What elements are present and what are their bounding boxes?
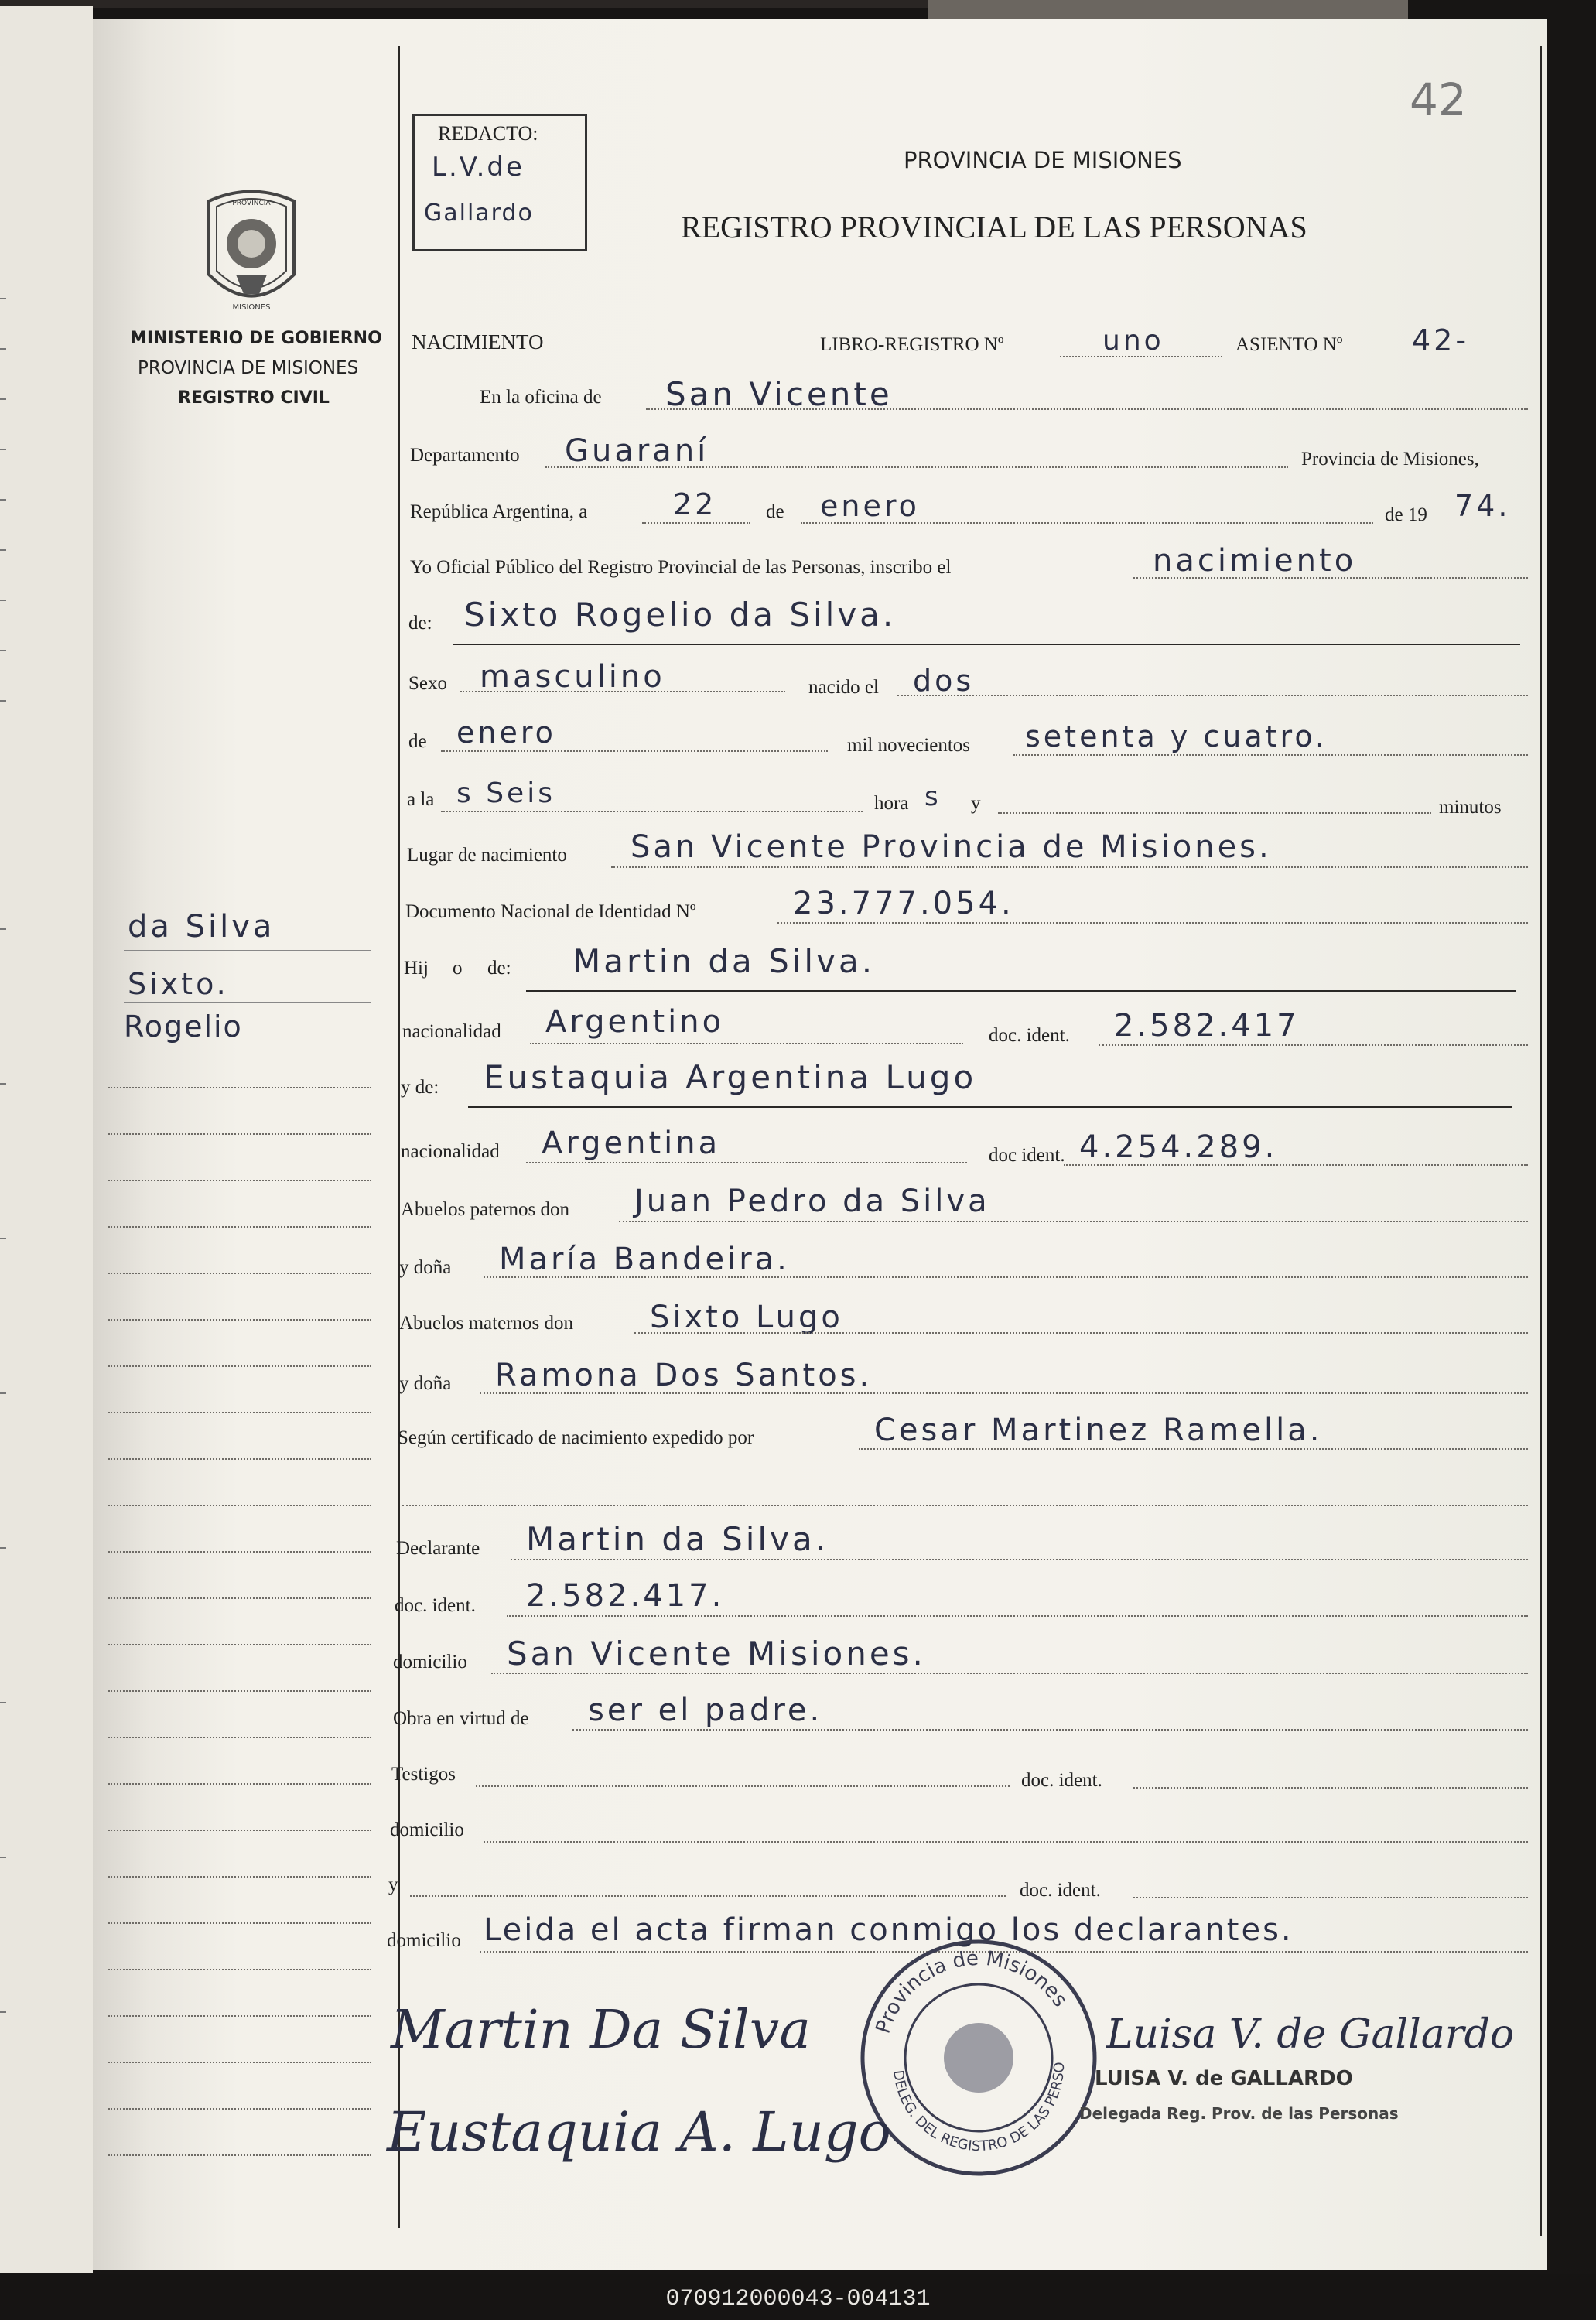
inscribo-line <box>1133 577 1528 579</box>
margin-line <box>108 1365 371 1367</box>
page-tick <box>0 1392 6 1394</box>
margin-line <box>108 1783 371 1785</box>
nac1-label: nacionalidad <box>402 1021 501 1042</box>
svg-text:MISIONES: MISIONES <box>232 303 271 312</box>
republica-label: República Argentina, a <box>410 501 588 522</box>
margin-line <box>108 1273 371 1274</box>
margin-line <box>108 2015 371 2017</box>
abmat-label: Abuelos maternos don <box>399 1313 573 1334</box>
declarante-line <box>511 1559 1528 1560</box>
obra-line <box>572 1729 1528 1731</box>
libro-value: uno <box>1102 325 1164 357</box>
doc1-label: doc. ident. <box>989 1025 1070 1046</box>
margin-line <box>108 2062 371 2063</box>
margin-line <box>108 1969 371 1970</box>
provincia-label: Provincia de Misiones, <box>1301 449 1479 470</box>
domicilio-value: San Vicente Misiones. <box>507 1635 926 1673</box>
page-number: 42 <box>1410 73 1467 126</box>
dni-line <box>777 922 1528 924</box>
testigos-line <box>476 1785 1010 1787</box>
dni-value: 23.777.054. <box>793 886 1014 921</box>
doc4-label: doc. ident. <box>1020 1880 1101 1901</box>
domicilio-line <box>491 1673 1528 1674</box>
de-nombre-label: de: <box>408 613 432 634</box>
hora-value: s Seis <box>456 777 555 809</box>
obra-value: ser el padre. <box>588 1693 823 1728</box>
page-tick <box>0 2011 6 2013</box>
declarante-label: Declarante <box>396 1538 480 1559</box>
margin-line <box>108 1737 371 1738</box>
yde-label: y de: <box>401 1077 439 1098</box>
redacto-line1: L.V.de <box>432 152 525 183</box>
oficina-value: San Vicente <box>665 375 893 413</box>
mes-line <box>801 522 1373 524</box>
margin-line <box>124 950 371 951</box>
dia-line <box>642 522 750 524</box>
right-border <box>1540 46 1542 2236</box>
margin-line <box>108 1830 371 1831</box>
lugar-value: San Vicente Provincia de Misiones. <box>631 829 1272 865</box>
nacimiento-label: NACIMIENTO <box>412 330 544 354</box>
page-tick <box>0 398 6 400</box>
margin-line <box>108 1319 371 1321</box>
margin-line <box>108 1690 371 1692</box>
nac2-label: nacionalidad <box>401 1141 500 1162</box>
nacido-value: dos <box>913 664 975 698</box>
domicilio3-label: domicilio <box>387 1930 461 1951</box>
mil-label: mil novecientos <box>847 735 970 756</box>
margin-firstname: Sixto. <box>128 967 229 1001</box>
segun-value: Cesar Martinez Ramella. <box>874 1413 1323 1448</box>
hora-label: hora <box>874 793 909 814</box>
officer-typed-name: LUISA V. de GALLARDO <box>1095 2067 1353 2090</box>
page-tick <box>0 1238 6 1239</box>
y2-line <box>410 1895 1006 1897</box>
sexo-value: masculino <box>480 659 665 695</box>
margin-line <box>108 1180 371 1181</box>
inscribo-value: nacimiento <box>1153 543 1357 579</box>
top-edge <box>0 0 928 8</box>
declarante-value: Martin da Silva. <box>526 1520 829 1558</box>
column-divider <box>398 46 400 2228</box>
abmat2-line <box>480 1392 1528 1394</box>
doc1-value: 2.582.417 <box>1114 1008 1300 1044</box>
hij-de: de: <box>487 958 511 979</box>
margin-surname: da Silva <box>128 909 275 945</box>
nacido-label: nacido el <box>808 677 879 698</box>
registry-title: REGISTRO PROVINCIAL DE LAS PERSONAS <box>681 210 1307 244</box>
anio-value: 74. <box>1454 489 1511 523</box>
domicilio-label: domicilio <box>393 1652 467 1673</box>
dia-value: 22 <box>673 487 717 521</box>
redacto-stamp <box>412 114 587 251</box>
margin-line <box>108 1505 371 1506</box>
margin-line <box>108 1551 371 1553</box>
nac1-line <box>530 1043 963 1044</box>
yo-oficial-label: Yo Oficial Público del Registro Provincial de las Personas, inscribo el <box>410 557 952 578</box>
y-label: y <box>971 793 981 814</box>
docdecl-line <box>507 1615 1528 1617</box>
libro-label: LIBRO-REGISTRO Nº <box>820 334 1004 355</box>
ministry-line2: PROVINCIA DE MISIONES <box>138 358 359 378</box>
departamento-label: Departamento <box>410 445 520 466</box>
doc2-line <box>1064 1164 1528 1166</box>
lugar-label: Lugar de nacimiento <box>407 845 567 866</box>
page-tick <box>0 298 6 299</box>
sexo-label: Sexo <box>408 673 447 694</box>
redacto-heading: REDACTO: <box>438 122 538 145</box>
segun-line2 <box>402 1505 1528 1506</box>
domicilio2-label: domicilio <box>390 1819 464 1840</box>
sexo-line <box>460 691 785 692</box>
ydona2-label: y doña <box>399 1373 452 1394</box>
obra-label: Obra en virtud de <box>393 1708 529 1729</box>
docdecl-label: doc. ident. <box>395 1595 476 1616</box>
nac1-value: Argentino <box>545 1004 725 1040</box>
left-page-edge <box>0 6 93 2273</box>
ministry-line3: REGISTRO CIVIL <box>178 388 330 408</box>
abmat2-value: Ramona Dos Santos. <box>495 1358 873 1393</box>
domicilio3-value: Leida el acta firman conmigo los declarantes. <box>484 1912 1294 1948</box>
page-tick <box>0 549 6 551</box>
page-tick <box>0 1702 6 1703</box>
margin-line <box>108 1458 371 1460</box>
page-tick <box>0 650 6 651</box>
domicilio2-line <box>484 1841 1528 1843</box>
departamento-line <box>545 466 1288 468</box>
hij-label: Hij <box>404 958 429 979</box>
page-tick <box>0 348 6 350</box>
mes2-line <box>441 750 828 752</box>
redacto-line2: Gallardo <box>424 200 534 227</box>
libro-line <box>1060 356 1222 357</box>
anio-letras-line <box>1013 754 1528 756</box>
page-tick <box>0 449 6 450</box>
hora-line <box>441 811 863 812</box>
y2-label: y <box>388 1874 398 1895</box>
lugar-line <box>611 866 1528 868</box>
doc1-line <box>1099 1044 1528 1046</box>
madre-value: Eustaquia Argentina Lugo <box>484 1058 977 1096</box>
madre-underline <box>468 1106 1512 1108</box>
abpat2-value: María Bandeira. <box>499 1242 790 1277</box>
margin-secondname: Rogelio <box>124 1010 243 1044</box>
testigos-label: Testigos <box>391 1764 456 1785</box>
abmat-value: Sixto Lugo <box>650 1300 843 1335</box>
nombre-underline <box>453 644 1520 645</box>
nac2-line <box>526 1162 967 1163</box>
doc3-line <box>1133 1787 1528 1789</box>
mother-signature: Eustaquia A. Lugo <box>387 2100 891 2164</box>
svg-text:DELEG. DEL REGISTRO DE LAS PER: DELEG. DEL REGISTRO DE LAS PERSO <box>890 2062 1068 2155</box>
doc3-label: doc. ident. <box>1021 1770 1102 1791</box>
margin-line <box>108 1087 371 1088</box>
departamento-value: Guaraní <box>565 433 709 469</box>
page-tick <box>0 700 6 702</box>
doc4-line <box>1133 1897 1528 1898</box>
de-mes2-label: de <box>408 731 427 752</box>
minutos-line <box>998 812 1431 814</box>
ala-label: a la <box>407 789 435 810</box>
page-tick <box>0 1547 6 1549</box>
ministry-line1: MINISTERIO DE GOBIERNO <box>130 329 382 348</box>
page-tick <box>0 600 6 601</box>
svg-text:Provincia de Misiones: Provincia de Misiones <box>871 1946 1072 2037</box>
abpat-line <box>619 1221 1528 1222</box>
nombre-value: Sixto Rogelio da Silva. <box>464 596 897 634</box>
image-id: 070912000043-004131 <box>665 2286 931 2312</box>
margin-line <box>108 2108 371 2110</box>
anio-letras-value: setenta y cuatro. <box>1025 719 1328 753</box>
abpat-label: Abuelos paternos don <box>401 1199 570 1220</box>
page-tick <box>0 928 6 930</box>
officer-signature: Luisa V. de Gallardo <box>1106 2011 1515 2058</box>
doc2-label: doc ident. <box>989 1145 1065 1166</box>
mes-value: enero <box>820 489 920 523</box>
father-signature: Martin Da Silva <box>391 2000 811 2061</box>
hora-suffix: s <box>924 781 942 812</box>
dni-label: Documento Nacional de Identidad Nº <box>405 901 696 922</box>
oficina-line <box>646 408 1528 410</box>
mes2-value: enero <box>456 716 556 750</box>
anio-label: de 19 <box>1385 504 1427 525</box>
page-tick <box>0 499 6 501</box>
nacido-line <box>897 695 1528 696</box>
margin-line <box>108 1876 371 1878</box>
padre-value: Martin da Silva. <box>572 942 876 980</box>
page-tick <box>0 1857 6 1858</box>
oficina-label: En la oficina de <box>480 387 602 408</box>
province-heading: PROVINCIA DE MISIONES <box>904 147 1182 173</box>
officer-role: Delegada Reg. Prov. de las Personas <box>1079 2104 1399 2123</box>
margin-line <box>108 1133 371 1135</box>
segun-label: Según certificado de nacimiento expedido por <box>398 1427 754 1448</box>
asiento-value: 42- <box>1412 323 1470 357</box>
doc2-value: 4.254.289. <box>1079 1129 1278 1165</box>
abpat-value: Juan Pedro da Silva <box>634 1184 990 1219</box>
de-label: de <box>766 501 784 522</box>
ydona1-label: y doña <box>399 1257 452 1278</box>
hij-o: o <box>453 958 463 979</box>
margin-line <box>108 1922 371 1924</box>
page-tick <box>0 1083 6 1085</box>
margin-line <box>108 1226 371 1228</box>
margin-line <box>108 1412 371 1413</box>
emblem-icon <box>193 182 309 317</box>
docdecl-value: 2.582.417. <box>526 1578 725 1614</box>
abpat2-line <box>484 1276 1528 1278</box>
abmat-line <box>634 1332 1528 1334</box>
nac2-value: Argentina <box>542 1126 721 1161</box>
margin-line <box>108 1597 371 1599</box>
svg-text:PROVINCIA: PROVINCIA <box>232 200 271 207</box>
segun-line <box>859 1448 1528 1450</box>
margin-line <box>124 1002 371 1003</box>
minutos-label: minutos <box>1439 797 1502 818</box>
asiento-label: ASIENTO Nº <box>1235 334 1343 355</box>
official-seal <box>855 1934 1102 2182</box>
padre-underline <box>526 990 1516 992</box>
margin-line <box>108 2154 371 2156</box>
margin-line <box>108 1644 371 1645</box>
